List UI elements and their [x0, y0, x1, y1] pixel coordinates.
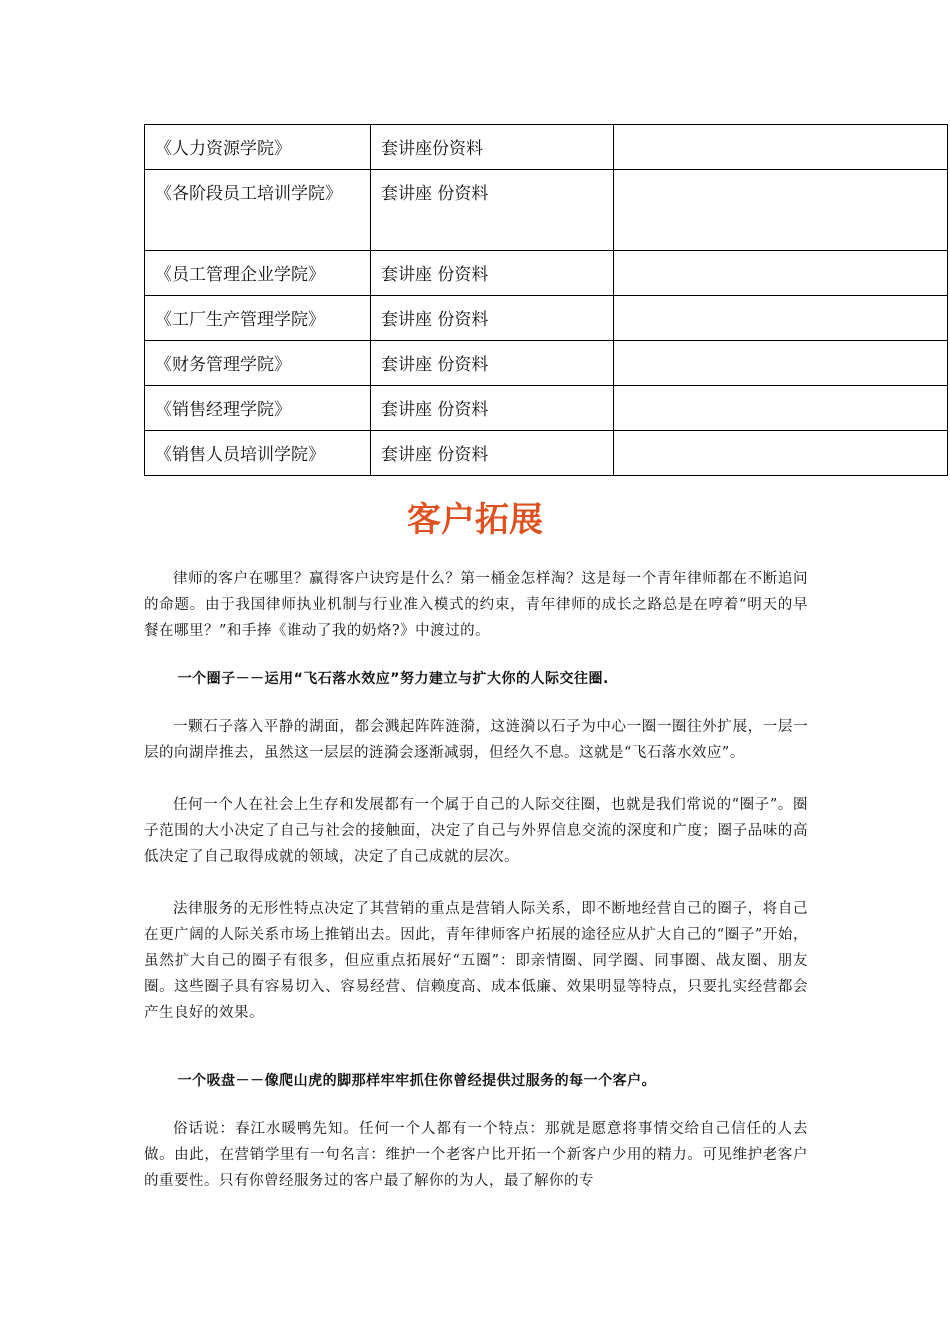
body-paragraph: 俗话说：春江水暖鸭先知。任何一个人都有一个特点：那就是愿意将事情交给自己信任的人去做。由此，在营销学里有一句名言：维护一个老客户比开拓一个新客户少用的精力。可见维护老客户的重要性。只有你曾经服务过的客户最了解你的为人，最了解你的专 [144, 1121, 808, 1189]
table-row [145, 170, 948, 251]
section-heading: 一个吸盘－－像爬山虎的脚那样牢牢抓住你曾经提供过服务的每一个客户。 [177, 1073, 657, 1089]
section-heading: 一个圈子－－运用“飞石落水效应”努力建立与扩大你的人际交往圈. [177, 671, 609, 687]
course-package-cell: 套讲座 份资料 [371, 170, 614, 251]
course-note-cell [614, 251, 948, 296]
course-name-cell: 《销售人员培训学院》 [145, 431, 371, 476]
course-package-cell: 套讲座 份资料 [371, 296, 614, 341]
intro-paragraph: 律师的客户在哪里？赢得客户诀窍是什么？第一桶金怎样淘？这是每一个青年律师都在不断追问的命题。由于我国律师执业机制与行业准入模式的约束，青年律师的成长之路总是在哼着“明天的早餐在哪里？”和手捧《谁动了我的奶烙?》中渡过的。 [144, 571, 808, 639]
course-note-cell [614, 386, 948, 431]
course-table [144, 124, 948, 476]
course-name-cell: 《销售经理学院》 [145, 386, 371, 431]
course-package-cell: 套讲座 份资料 [371, 431, 614, 476]
body-paragraph: 任何一个人在社会上生存和发展都有一个属于自己的人际交往圈，也就是我们常说的“圈子”。圈子范围的大小决定了自己与社会的接触面，决定了自己与外界信息交流的深度和广度；圈子品味的高低决定了自己取得成就的领域，决定了自己成就的层次。 [144, 797, 808, 865]
course-package-cell: 套讲座份资料 [371, 125, 614, 170]
course-name-cell: 《各阶段员工培训学院》 [145, 170, 371, 251]
table-row [145, 296, 948, 341]
table-row [145, 341, 948, 386]
course-name-cell: 《员工管理企业学院》 [145, 251, 371, 296]
body-paragraph: 法律服务的无形性特点决定了其营销的重点是营销人际关系，即不断地经营自己的圈子，将自己在更广阔的人际关系市场上推销出去。因此，青年律师客户拓展的途径应从扩大自己的“圈子”开始，虽然扩大自己的圈子有很多，但应重点拓展好“五圈”：即亲情圈、同学圈、同事圈、战友圈、朋友圈。这些圈子具有容易切入、容易经营、信赖度高、成本低廉、效果明显等特点，只要扎实经营都会产生良好的效果。 [144, 901, 808, 1021]
course-note-cell [614, 296, 948, 341]
course-note-cell [614, 170, 948, 251]
course-name-cell: 《人力资源学院》 [145, 125, 371, 170]
body-paragraph: 一颗石子落入平静的湖面，都会溅起阵阵涟漪，这涟漪以石子为中心一圈一圈往外扩展，一层一层的向湖岸推去，虽然这一层层的涟漪会逐渐减弱，但经久不息。这就是“飞石落水效应”。 [144, 719, 808, 761]
course-name-cell: 《财务管理学院》 [145, 341, 371, 386]
course-name-cell: 《工厂生产管理学院》 [145, 296, 371, 341]
course-package-cell: 套讲座 份资料 [371, 341, 614, 386]
course-note-cell [614, 125, 948, 170]
table-row [145, 125, 948, 170]
course-package-cell: 套讲座 份资料 [371, 386, 614, 431]
course-note-cell [614, 341, 948, 386]
article-body [144, 566, 808, 1194]
course-package-cell: 套讲座 份资料 [371, 251, 614, 296]
course-note-cell [614, 431, 948, 476]
table-row [145, 431, 948, 476]
course-table-container [144, 124, 948, 476]
table-row [145, 386, 948, 431]
page-title: 客户拓展 [407, 500, 543, 540]
table-row [145, 251, 948, 296]
